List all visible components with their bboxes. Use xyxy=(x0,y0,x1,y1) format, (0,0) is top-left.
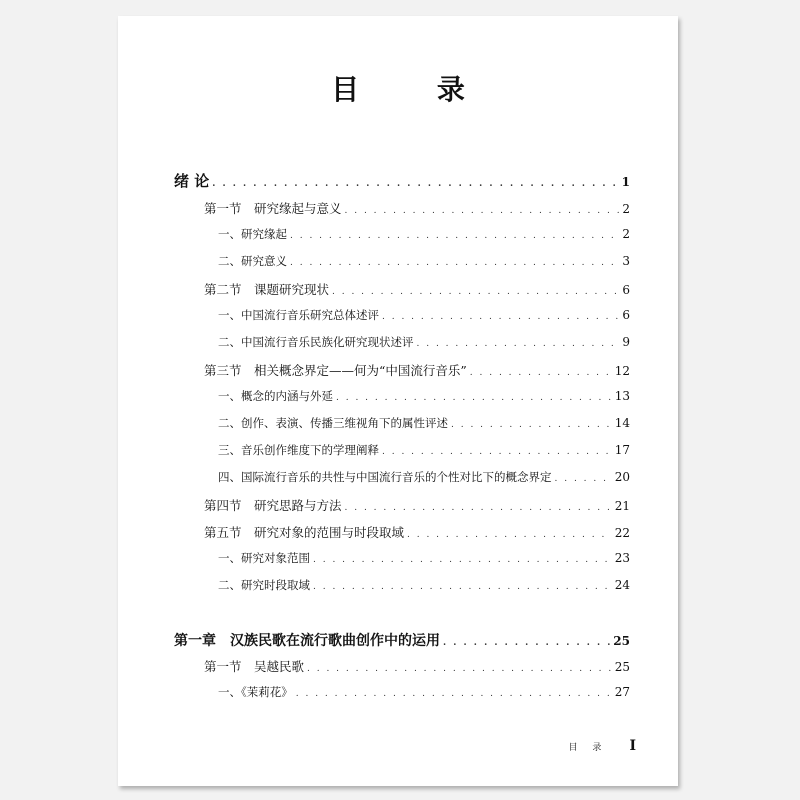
toc-entry-label: 一、概念的内涵与外延 xyxy=(218,389,333,403)
dot-leader xyxy=(290,258,619,268)
dot-leader xyxy=(345,206,620,216)
toc-entry xyxy=(218,388,630,410)
toc-entry-page: 14 xyxy=(614,416,630,430)
dot-leader xyxy=(451,420,612,430)
dot-leader xyxy=(345,503,612,513)
toc-entry-label: 二、研究时段取域 xyxy=(218,578,310,592)
toc-entry-page: 9 xyxy=(622,335,630,349)
dot-leader xyxy=(470,368,612,378)
toc-entry-label: 二、中国流行音乐民族化研究现状述评 xyxy=(218,335,414,349)
toc-entry-page: 3 xyxy=(622,254,630,268)
toc-entry xyxy=(218,469,630,491)
toc-entry xyxy=(204,280,630,302)
dot-leader xyxy=(290,231,619,241)
footer-page-number: I xyxy=(629,738,636,754)
toc-entry-page: 27 xyxy=(614,685,630,699)
toc-entry-label: 二、创作、表演、传播三维视角下的属性评述 xyxy=(218,416,448,430)
toc-entry xyxy=(218,415,630,437)
toc-entry-page: 13 xyxy=(614,389,630,403)
dot-leader xyxy=(443,638,610,648)
toc-entry-label: 第一节 研究缘起与意义 xyxy=(204,201,342,216)
toc-entry xyxy=(174,630,630,652)
toc-entry xyxy=(204,496,630,518)
toc-entry-page: 25 xyxy=(613,634,630,648)
toc-entry xyxy=(204,657,630,679)
toc-entry xyxy=(218,334,630,356)
toc-entry-label: 四、国际流行音乐的共性与中国流行音乐的个性对比下的概念界定 xyxy=(218,470,552,484)
dot-leader xyxy=(417,339,620,349)
toc-entry-label: 一、研究对象范围 xyxy=(218,551,310,565)
toc-entry xyxy=(218,442,630,464)
dot-leader xyxy=(313,555,612,565)
toc-entry-label: 第二节 课题研究现状 xyxy=(204,282,330,297)
dot-leader xyxy=(332,287,619,297)
footer-label: 目 录 xyxy=(568,743,608,753)
toc-entry xyxy=(174,170,630,192)
toc-entry-page: 25 xyxy=(614,660,630,674)
toc-entry-page: 2 xyxy=(622,227,630,241)
toc-entry-page: 24 xyxy=(614,578,630,592)
dot-leader xyxy=(382,447,612,457)
toc-entry xyxy=(204,523,630,545)
toc-entry-label: 第四节 研究思路与方法 xyxy=(204,498,342,513)
toc-entry-label: 二、研究意义 xyxy=(218,254,287,268)
toc-entry xyxy=(218,307,630,329)
toc-entry-label: 第一节 吴越民歌 xyxy=(204,659,305,674)
toc-entry-page: 20 xyxy=(614,470,630,484)
dot-leader xyxy=(336,393,612,403)
dot-leader xyxy=(555,474,612,484)
toc-entry xyxy=(218,226,630,248)
toc-entry-page: 12 xyxy=(614,364,630,378)
toc-entry-page: 21 xyxy=(614,499,630,513)
toc-entry xyxy=(218,577,630,599)
page-footer xyxy=(569,738,636,754)
toc-entry-page: 17 xyxy=(614,443,630,457)
toc-entry-page: 2 xyxy=(622,202,630,216)
toc-entry-label: 一、《茉莉花》 xyxy=(218,685,293,699)
toc-entry-label: 第五节 研究对象的范围与时段取域 xyxy=(204,525,405,540)
toc-entry-label: 第三节 相关概念界定——何为“中国流行音乐” xyxy=(204,363,467,378)
page-title: 目 录 xyxy=(331,73,499,106)
toc-entry-page: 23 xyxy=(614,551,630,565)
toc-entry xyxy=(204,199,630,221)
toc-entry-page: 6 xyxy=(622,308,630,322)
toc-entry xyxy=(218,550,630,572)
toc-entry xyxy=(218,253,630,275)
dot-leader xyxy=(382,312,619,322)
toc-entry-label: 第一章 汉族民歌在流行歌曲创作中的运用 xyxy=(174,633,440,649)
toc-entry-label: 三、音乐创作维度下的学理阐释 xyxy=(218,443,379,457)
toc-entry-page: 22 xyxy=(614,526,630,540)
dot-leader xyxy=(307,664,612,674)
toc-entry-page: 6 xyxy=(622,283,630,297)
dot-leader xyxy=(407,530,612,540)
dot-leader xyxy=(212,179,618,189)
dot-leader xyxy=(313,582,612,592)
toc-entry xyxy=(204,361,630,383)
toc-entry xyxy=(218,684,630,706)
dot-leader xyxy=(296,689,612,699)
toc-entry-label: 一、中国流行音乐研究总体述评 xyxy=(218,308,379,322)
document-page xyxy=(118,16,678,786)
toc-entry-label: 绪 论 xyxy=(174,172,210,190)
toc-entry-label: 一、研究缘起 xyxy=(218,227,287,241)
toc-entry-page: 1 xyxy=(621,175,630,189)
